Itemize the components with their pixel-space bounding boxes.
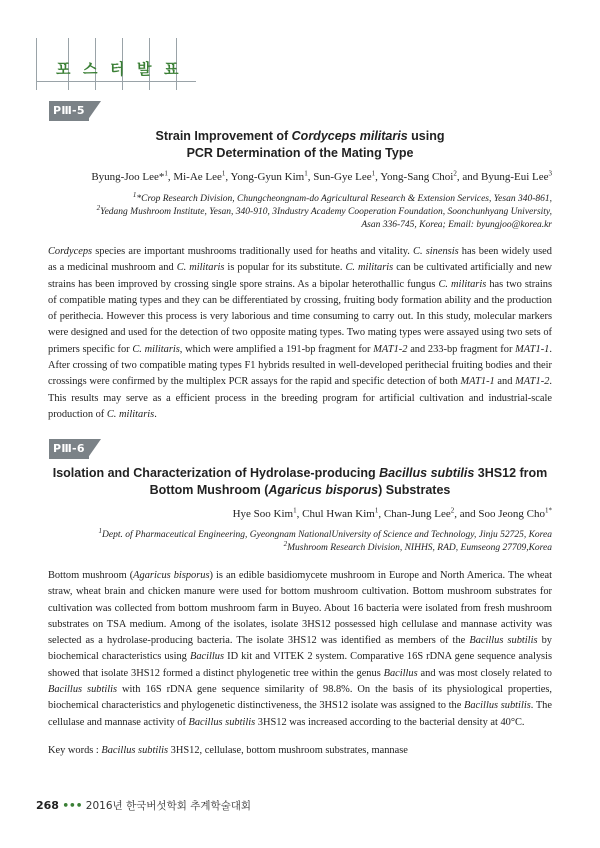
author: Sun-Gye Lee$^1$ — [313, 169, 376, 183]
text-run: by biochemical characteristics using — [48, 635, 552, 663]
text-run: and 233-bp fragment for — [407, 343, 516, 355]
italic-term: Bacillus subtilis — [464, 700, 531, 712]
italic-term: Bacillus — [383, 667, 418, 679]
author: and Soo Jeong Cho$^{1*}$ — [459, 506, 552, 520]
affiliation-line: $^2$Yedang Mushroom Institute, Yesan, 340-910, 3Industry Academy Cooperation Foundation, Soonchunhyang University, — [96, 203, 552, 217]
italic-term: MAT1-2 — [515, 376, 550, 388]
text-run: ) is an edible basidiomycete mushroom in Europe and North America. The wheat straw, wheat brain and chicken manure were used for bottom mushroom cultivation. Bottom mushroom substrates for cultivation was collected from bottom mushroom farm in Buyeo. About 16 bacteria were isolated from fresh mushroom substrates on TSA medium. Among of the isolates, isolate 3HS12 possessed high cellulase and mannase activity was selected as a hydrolase-producing bacteria. The isolate 3HS12 was identified as members of the — [48, 570, 552, 647]
text-run: and — [494, 376, 516, 388]
affiliation-line: $^1$Dept. of Pharmaceutical Engineering, Gyeongnam NationalUniversity of Science and Technology, Jinju 52725, Korea — [98, 526, 552, 540]
italic-term: C. sinensis — [413, 246, 459, 257]
author: Mi-Ae Lee$^1$ — [173, 169, 226, 183]
author: and Byung-Eui Lee$^3$ — [462, 169, 552, 183]
footer-dots: ••• — [62, 800, 83, 812]
text-run: has been widely used as a medicinal mushroom and — [48, 246, 552, 274]
italic-term: Bacillus subtilis — [101, 745, 169, 756]
text-run: . This results may serve as a efficient process in the breeding program for artificial cultivation and industrial-scale production of — [48, 376, 552, 420]
text-run: Key words : — [48, 745, 102, 756]
text-run: has two strains of compatible mating types and they can be differentiated by crossing, fruiting body formation ability and the production of perithecia. However this process is very laborious and time consuming to carry out. In this study, molecular markers were designed and used for the detection of two opposite mating types. Two mating types were assayed using two sets of primers specific for — [48, 278, 553, 355]
article-tag: PⅢ-6 — [49, 439, 103, 459]
section-title: 포 스 터 발 표 — [56, 60, 179, 78]
text-run: . After crossing of two compatible mating types F1 hybrids resulted in well-developed perithecial fruiting bodies and their crossings were confirmed by the multiplex PCR assays for the rapid and specific detection of both — [48, 343, 552, 388]
affiliation-line: $^1$*Crop Research Division, Chungcheongnam-do Agricultural Research & Extension Services, Yesan 340-861, — [132, 190, 552, 204]
italic-term: C. militaris — [438, 278, 487, 290]
affiliation-line: $^2$Mushroom Research Division, NIHHS, RAD, Eumseong 27709,Korea — [283, 539, 552, 553]
affiliation — [48, 526, 552, 555]
article-tag: PⅢ-5 — [49, 101, 103, 121]
affiliation-line: Asan 336-745, Korea; Email: byungjoo@korea.kr — [361, 220, 552, 230]
author: Chan-Jung Lee$^2$ — [383, 506, 455, 520]
abstract — [48, 568, 552, 731]
page-footer — [36, 798, 251, 813]
text-run: ID kit and VITEK 2 system. Comparative 16S rDNA gene sequence analysis showed that isolate 3HS12 formed a distinct phylogenetic tree within the genus — [48, 651, 552, 679]
author: Hye Soo Kim$^1$ — [232, 506, 297, 520]
italic-term: Bacillus subtilis — [469, 635, 538, 647]
italic-term: Cordyceps — [48, 246, 93, 257]
italic-term: Bacillus subtilis — [188, 716, 256, 728]
author: Yong-Gyun Kim$^1$ — [230, 169, 308, 183]
author-list: Byung-Joo Lee*$^1$, Mi-Ae Lee$^1$, Yong-Gyun Kim$^1$, Sun-Gye Lee$^1$, Yong-Sang Choi$^2$, and Byung-Eui Lee$^3$ — [91, 169, 552, 183]
italic-term: MAT1-1 — [460, 376, 495, 388]
italic-term: Agaricus bisporus — [133, 570, 210, 581]
italic-term: MAT1-2 — [373, 343, 408, 355]
italic-term: C. militaris — [176, 262, 225, 274]
page-number: 268 — [36, 799, 59, 812]
text-run: Bottom mushroom ( — [48, 570, 134, 581]
article-title: Strain Improvement of Cordyceps militaris using PCR Determination of the Mating Type — [155, 129, 445, 160]
text-run: is popular for its substitute. — [224, 262, 346, 274]
text-run: species are important mushrooms traditionally used for heaths and vitality. — [92, 246, 414, 257]
author-list: Hye Soo Kim$^1$, Chul Hwan Kim$^1$, Chan-Jung Lee$^2$, and Soo Jeong Cho$^{1*}$ — [232, 506, 552, 520]
affiliation — [48, 190, 552, 232]
text-run: . The cellulase and mannase activity of — [48, 700, 552, 728]
italic-term: MAT1-1 — [515, 343, 550, 355]
italic-term: C. militaris — [106, 408, 155, 420]
italic-term: C. militaris — [132, 343, 180, 355]
author: Byung-Joo Lee*$^1$ — [91, 169, 168, 183]
italic-term: C. militaris — [345, 262, 394, 274]
text-run: , which were amplified a 191-bp fragment for — [179, 343, 374, 355]
text-run: with 16S rDNA gene sequence similarity of 98.8%. On the basis of its physiological properties, biochemical characteristics and phylogenetic distinctiveness, the 3HS12 isolate was assigned to the — [48, 684, 552, 712]
author: Yong-Sang Choi$^2$ — [380, 169, 457, 183]
abstract — [48, 244, 552, 423]
author: Chul Hwan Kim$^1$ — [302, 506, 379, 520]
keywords — [48, 743, 552, 759]
text-run: . — [154, 408, 157, 420]
text-run: and was most closely related to — [417, 667, 552, 679]
text-run: 3HS12 was increased according to the bacterial density at 40°C. — [255, 716, 525, 728]
text-run: 3HS12, cellulase, bottom mushroom substrates, mannase — [168, 745, 408, 756]
italic-term: Bacillus — [189, 651, 225, 663]
article-title: Isolation and Characterization of Hydrolase-producing Bacillus subtilis 3HS12 from Bottom Mushroom (Agaricus bisporus) Substrates — [52, 466, 548, 497]
text-run: can be cultivated artificially and new strains has been improved by crossing single spore strains. As a bipolar heterothallic fungus — [48, 262, 552, 290]
section-header — [36, 38, 196, 90]
italic-term: Bacillus subtilis — [48, 684, 118, 696]
footer-text: 2016년 한국버섯학회 추계학술대회 — [85, 800, 252, 812]
